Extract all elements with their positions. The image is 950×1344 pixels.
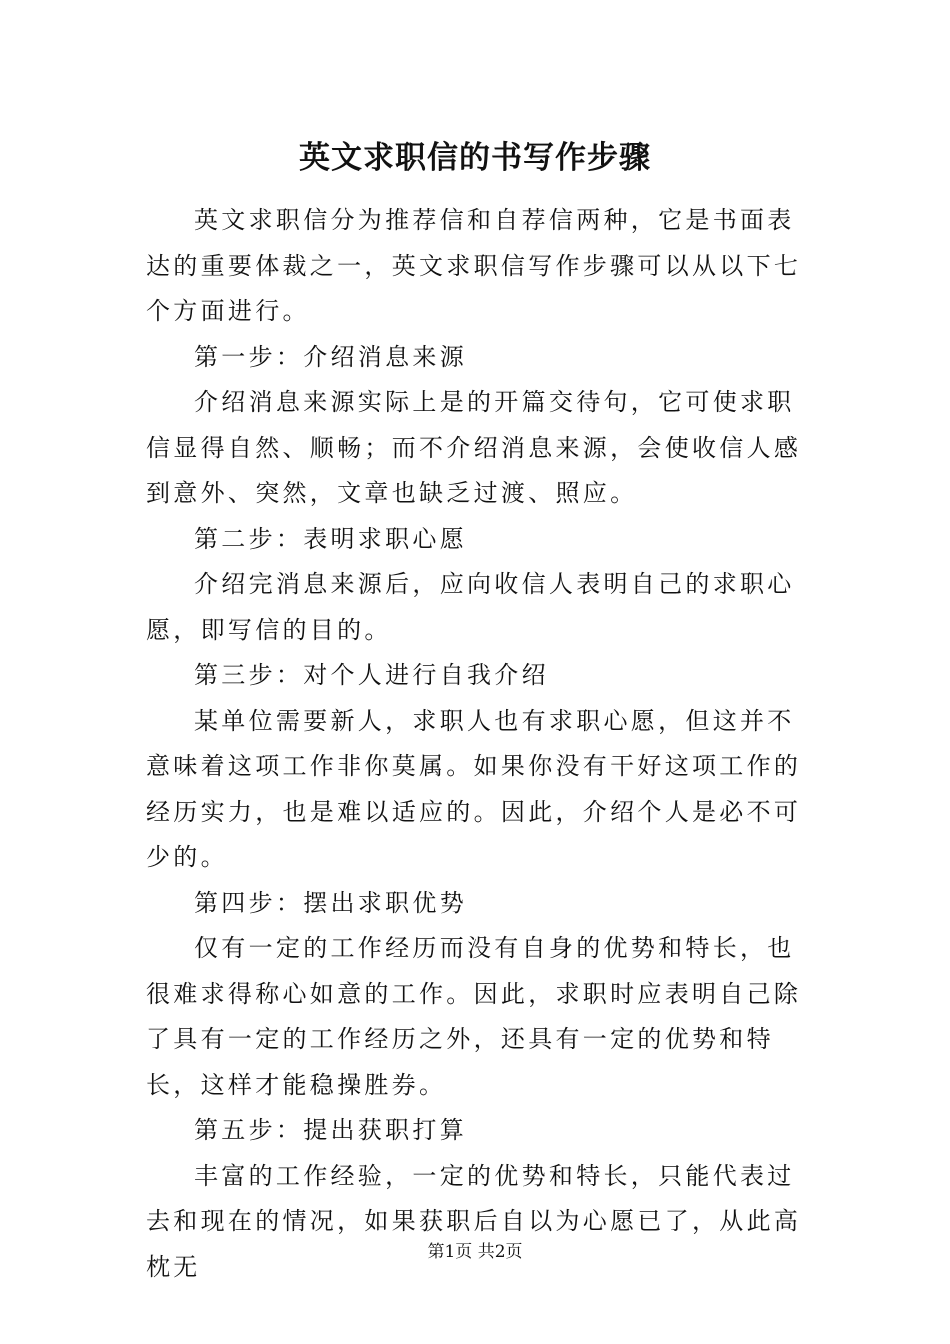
paragraph-step-4: 仅有一定的工作经历而没有自身的优势和特长，也很难求得称心如意的工作。因此，求职时应表明自己除了具有一定的工作经历之外，还具有一定的优势和特长，这样才能稳操胜券。 xyxy=(146,934,802,1099)
step-heading-5: 第五步：提出获职打算 xyxy=(194,1116,467,1144)
paragraph-step-1: 介绍消息来源实际上是的开篇交待句，它可使求职信显得自然、顺畅；而不介绍消息来源，会使收信人感到意外、突然，文章也缺乏过渡、照应。 xyxy=(146,388,802,507)
paragraph-intro: 英文求职信分为推荐信和自荐信两种，它是书面表达的重要体裁之一，英文求职信写作步骤可以从以下七个方面进行。 xyxy=(146,206,802,325)
paragraph-step-3: 某单位需要新人，求职人也有求职心愿，但这并不意味着这项工作非你莫属。如果你没有干好这项工作的经历实力，也是难以适应的。因此，介绍个人是必不可少的。 xyxy=(146,706,802,871)
step-heading-4: 第四步：摆出求职优势 xyxy=(194,888,467,917)
paragraph-step-2: 介绍完消息来源后，应向收信人表明自己的求职心愿，即写信的目的。 xyxy=(146,570,795,644)
step-heading-1: 第一步：介绍消息来源 xyxy=(194,342,467,371)
step-heading-3: 第三步：对个人进行自我介绍 xyxy=(194,661,549,689)
step-heading-2: 第二步：表明求职心愿 xyxy=(194,524,467,553)
paragraph-step-5: 丰富的工作经验，一定的优势和特长，只能代表过去和现在的情况，如果获职后自以为心愿已了，从此高枕无 xyxy=(146,1161,802,1281)
document-title: 英文求职信的书写作步骤 xyxy=(299,140,651,176)
page-footer: 第1页 共2页 xyxy=(427,1242,523,1262)
document-body xyxy=(146,198,806,1290)
